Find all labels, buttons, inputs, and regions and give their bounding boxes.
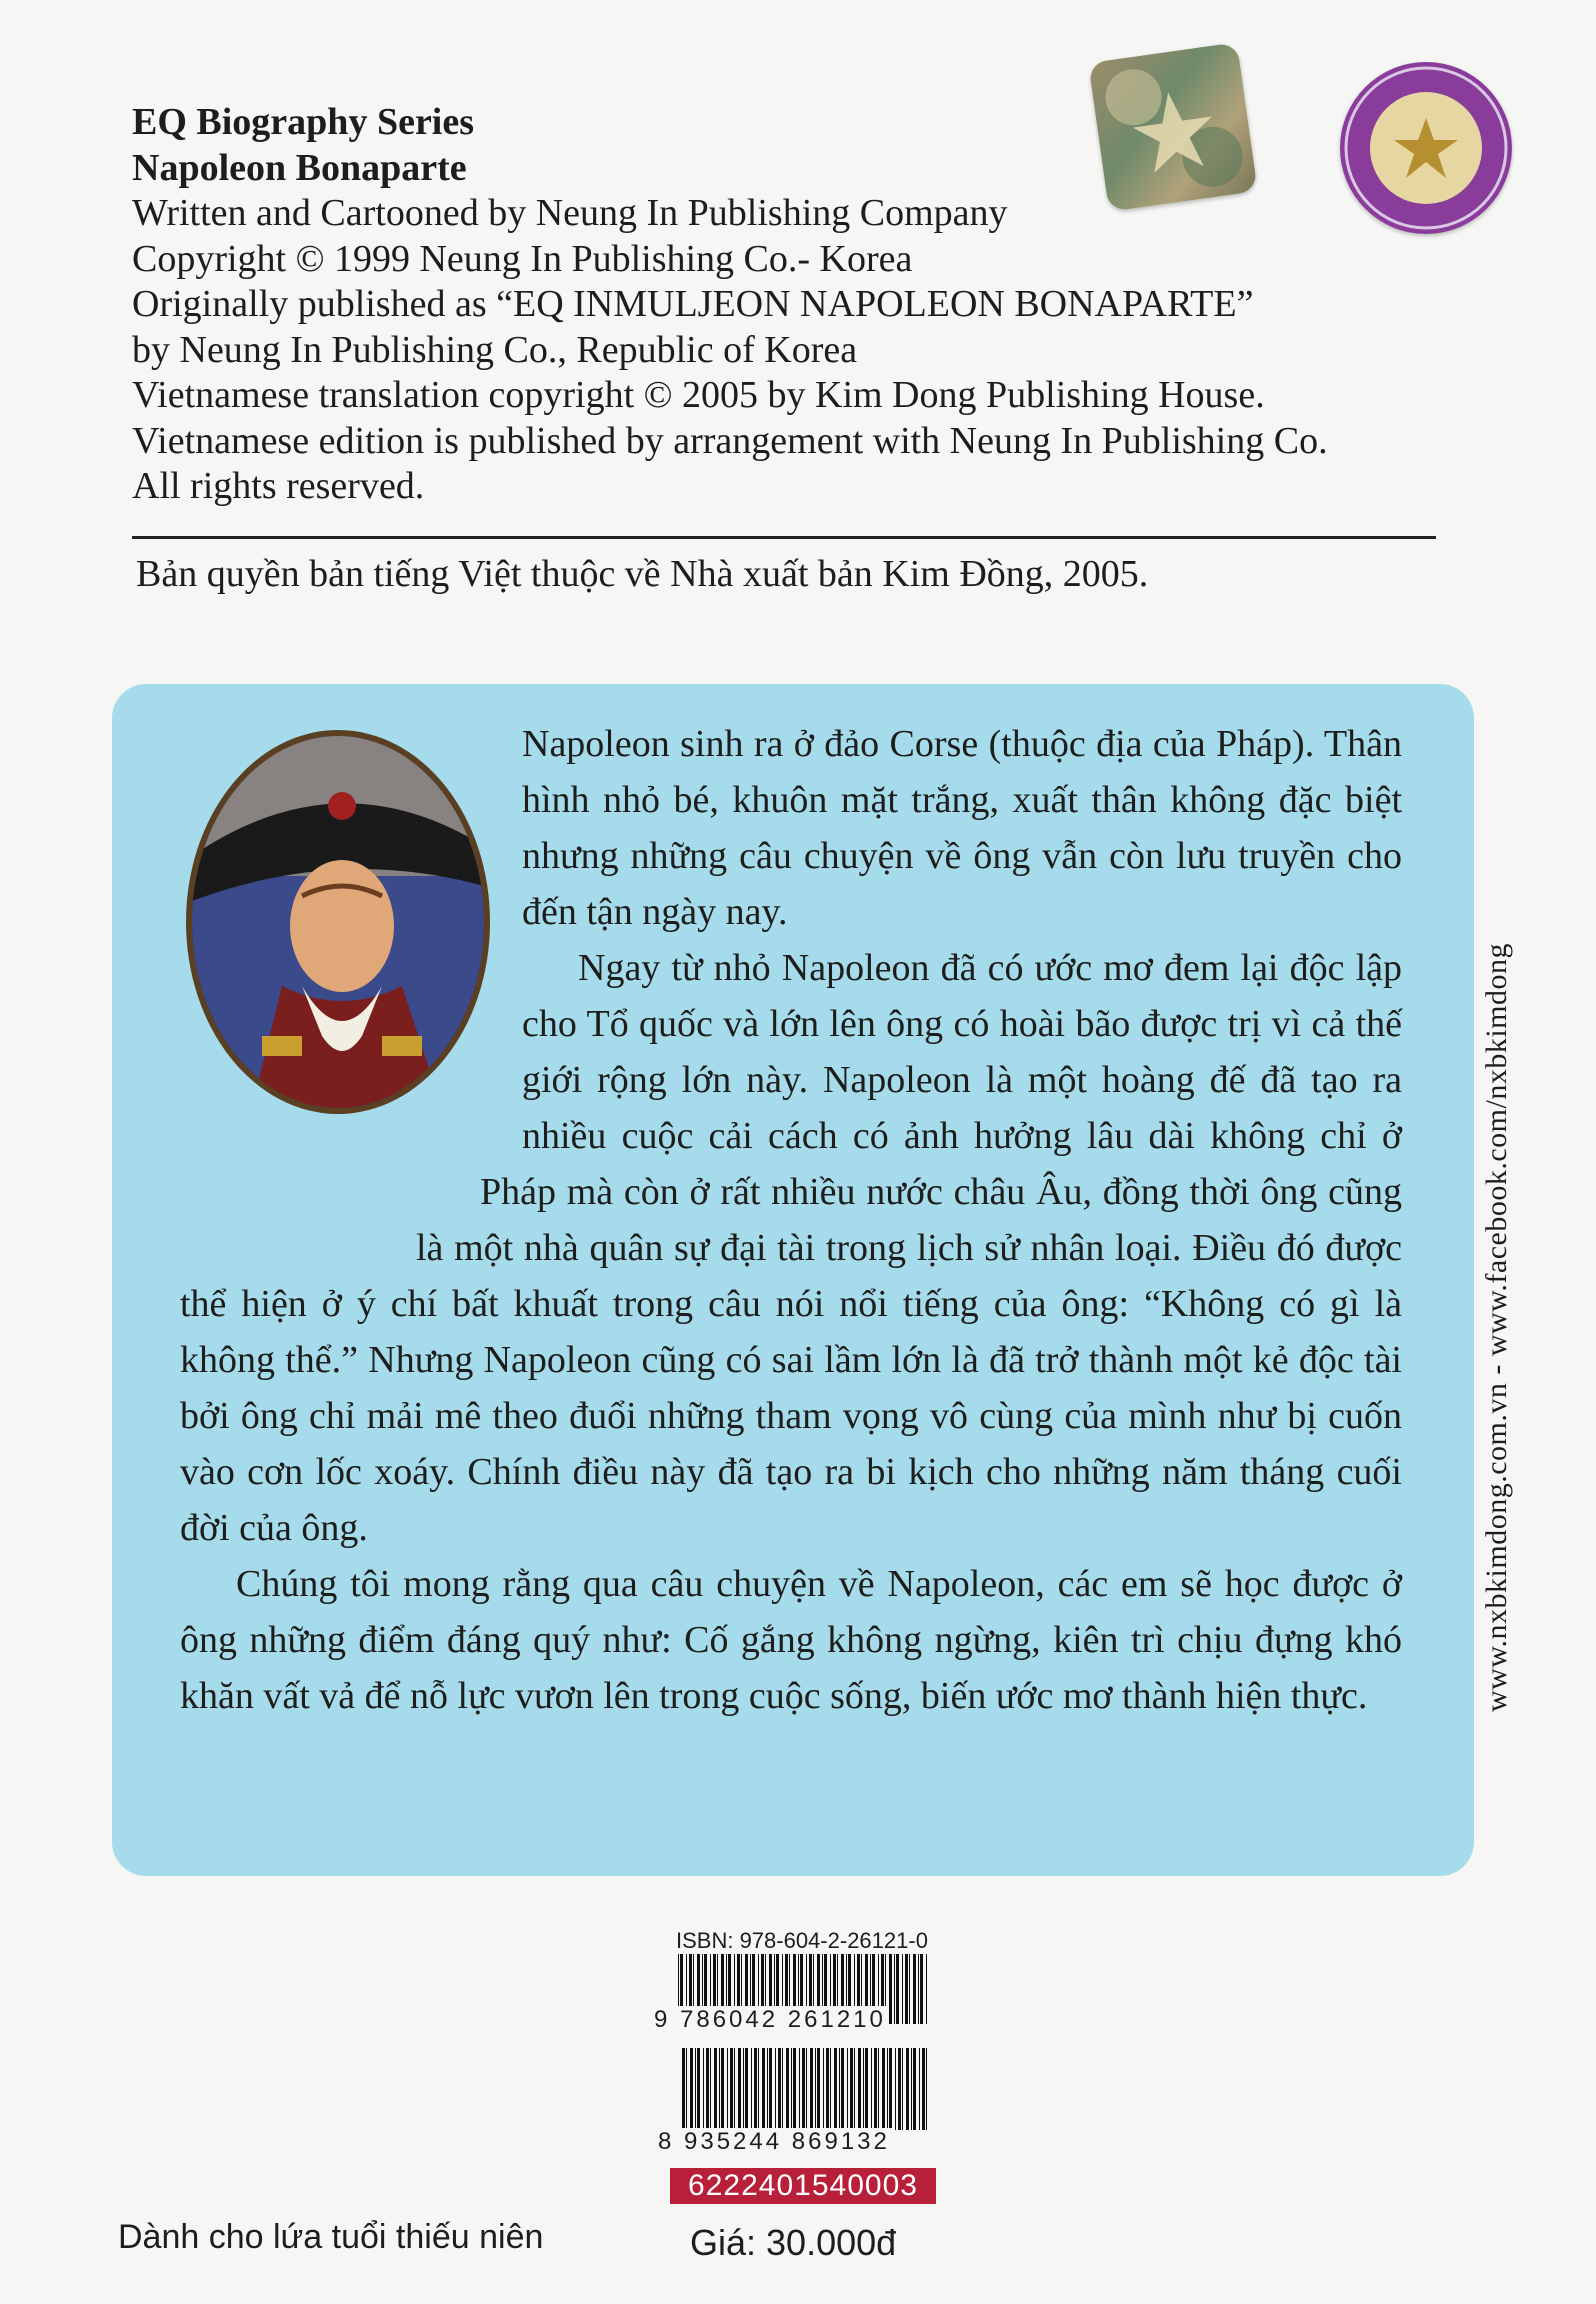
- barcode-bar: [791, 2048, 792, 2130]
- barcode-bar: [858, 2048, 861, 2130]
- barcode-bar: [882, 2048, 885, 2130]
- barcode-bar: [721, 2048, 724, 2130]
- barcode-bar: [847, 2048, 848, 2130]
- book-title: Napoleon Bonaparte: [132, 146, 467, 189]
- barcode-bar: [898, 2048, 901, 2130]
- isbn-number: 9 786042 261210: [654, 2006, 886, 2033]
- barcode-bar: [799, 2048, 800, 2130]
- barcode-bar: [782, 2048, 783, 2130]
- series-title: EQ Biography Series: [132, 101, 475, 143]
- summary-text: [180, 716, 1402, 1724]
- barcode-bar: [778, 2048, 781, 2130]
- barcode-bar: [850, 2048, 853, 2130]
- barcode-bar: [817, 2048, 820, 2130]
- barcode-bar: [913, 2048, 916, 2130]
- barcode-bar: [865, 2048, 868, 2130]
- summary-paragraph: Ngay từ nhỏ Napoleon đã có ước mơ đem lại độc lập cho Tổ quốc và lớn lên ông có hoài bão được trị vì cả thế giới rộng lớn này. Napoleon là một hoàng đế đã tạo ra nhiều cuộc cải cách có ảnh hưởng lâu dài không chỉ ở Pháp mà còn ở rất nhiều nước châu Âu, đồng thời ông cũng là một nhà quân sự đại tài trong lịch sử nhân loại. Điều đó được thể hiện ở ý chí bất khuất trong câu nói nổi tiếng của ông: “Không có gì là không thể.” Nhưng Napoleon cũng có sai lầm lớn là đã trở thành một kẻ độc tài bởi ông chỉ mải mê theo đuổi những tham vọng vô cùng của mình như bị cuốn vào cơn lốc xoáy. Chính điều này đã tạo ra bi kịch cho những năm tháng cuối đời của ông.: [180, 947, 1402, 1549]
- credits-block: [132, 100, 1452, 510]
- barcode-bar: [706, 2048, 709, 2130]
- barcode-bar: [727, 2048, 728, 2130]
- barcode-bar: [762, 2048, 765, 2130]
- barcode-bar: [815, 2048, 816, 2130]
- barcode-bar: [894, 1954, 895, 2024]
- barcode-bar: [834, 2048, 837, 2130]
- barcode-bar: [719, 2048, 720, 2130]
- barcode-bar: [926, 2048, 927, 2130]
- barcode-bar: [806, 2048, 807, 2130]
- barcode-bar: [889, 1954, 892, 2024]
- barcode-bar: [734, 2048, 735, 2130]
- barcode-bar: [854, 2048, 855, 2130]
- vertical-website: www.nxbkimdong.com.vn - www.facebook.com/nxbkimdong: [1480, 943, 1513, 1712]
- barcode-bar: [710, 2048, 711, 2130]
- barcode-bar: [863, 2048, 864, 2130]
- barcode-bar: [920, 1954, 923, 2024]
- barcode-bar: [887, 2048, 888, 2130]
- barcode-bar: [686, 2048, 687, 2130]
- barcode-bar: [919, 2048, 920, 2130]
- barcode-bar: [690, 2048, 693, 2130]
- summary-paragraph: Napoleon sinh ra ở đảo Corse (thuộc địa của Pháp). Thân hình nhỏ bé, khuôn mặt trắng, xuất thân không đặc biệt nhưng những câu chuyện về ông vẫn còn lưu truyền cho đến tận ngày nay.: [522, 723, 1402, 933]
- barcode-bar: [902, 2048, 903, 2130]
- ean-barcode: [680, 2048, 932, 2130]
- credit-line: by Neung In Publishing Co., Republic of Korea: [132, 328, 858, 371]
- barcode-bar: [823, 2048, 824, 2130]
- credit-line: Originally published as “EQ INMULJEON NAPOLEON BONAPARTE”: [132, 283, 1254, 325]
- barcode-bar: [743, 2048, 744, 2130]
- vietnamese-copyright: Bản quyền bản tiếng Việt thuộc về Nhà xuất bản Kim Đồng, 2005.: [136, 553, 1149, 595]
- barcode-bar: [913, 1954, 916, 2024]
- barcode-bar: [758, 2048, 759, 2130]
- publisher-seal-icon: [1340, 62, 1512, 234]
- barcode-bar: [841, 2048, 844, 2130]
- barcode-bar: [745, 2048, 748, 2130]
- barcode-bar: [874, 2048, 877, 2130]
- credit-line: Written and Cartooned by Neung In Publishing Company: [132, 192, 1008, 234]
- barcode-bar: [802, 2048, 805, 2130]
- barcode-bar: [751, 2048, 752, 2130]
- barcode-bar: [878, 2048, 879, 2130]
- isbn-label: ISBN: 978-604-2-26121-0: [676, 1928, 928, 1953]
- barcode-bar: [714, 2048, 717, 2130]
- barcode-bar: [909, 1954, 910, 2024]
- barcode-bar: [682, 2048, 685, 2130]
- barcode-bar: [830, 2048, 831, 2130]
- barcode-bar: [793, 2048, 796, 2130]
- barcode-bar: [730, 2048, 733, 2130]
- audience-label: Dành cho lứa tuổi thiếu niên: [118, 2218, 544, 2256]
- barcode-bar: [767, 2048, 768, 2130]
- hologram-sticker-icon: [1088, 42, 1257, 211]
- barcode-bar: [906, 2048, 909, 2130]
- barcode-bar: [889, 2048, 892, 2130]
- barcode-bar: [775, 2048, 776, 2130]
- barcode-bar: [769, 2048, 772, 2130]
- credit-line: Vietnamese translation copyright © 2005 by Kim Dong Publishing House.: [132, 374, 1265, 416]
- barcode-bar: [826, 2048, 829, 2130]
- summary-paragraph: Chúng tôi mong rằng qua câu chuyện về Napoleon, các em sẽ học được ở ông những điểm đáng quý như: Cố gắng không ngừng, kiên trì chịu đựng khó khăn vất vả để nỗ lực vươn lên trong cuộc sống, biến ước mơ thành hiện thực.: [180, 1563, 1402, 1717]
- barcode-bar: [871, 2048, 872, 2130]
- credit-line: All rights reserved.: [132, 465, 425, 507]
- barcode-bar: [695, 2048, 696, 2130]
- barcode-bar: [918, 1954, 919, 2024]
- barcode-bar: [896, 1954, 899, 2024]
- barcode-bar: [754, 2048, 757, 2130]
- barcode-bar: [911, 2048, 912, 2130]
- barcode-bar: [895, 2048, 896, 2130]
- barcode-bar: [839, 2048, 840, 2130]
- barcode-bar: [902, 1954, 903, 2024]
- red-code-label: 6222401540003: [670, 2168, 936, 2204]
- barcode-bar: [738, 2048, 741, 2130]
- barcode-bar: [926, 1954, 927, 2024]
- barcode-bar: [922, 2048, 925, 2130]
- credit-line: Vietnamese edition is published by arrangement with Neung In Publishing Co.: [132, 419, 1328, 462]
- barcode-bar: [703, 2048, 704, 2130]
- barcode-bar: [786, 2048, 789, 2130]
- ean-number: 8 935244 869132: [658, 2128, 890, 2155]
- price-label: Giá: 30.000đ: [690, 2222, 897, 2263]
- barcode-bar: [810, 2048, 813, 2130]
- credit-line: Copyright © 1999 Neung In Publishing Co.- Korea: [132, 237, 913, 280]
- divider: [132, 536, 1436, 539]
- barcode-bar: [697, 2048, 700, 2130]
- barcode-bar: [905, 1954, 908, 2024]
